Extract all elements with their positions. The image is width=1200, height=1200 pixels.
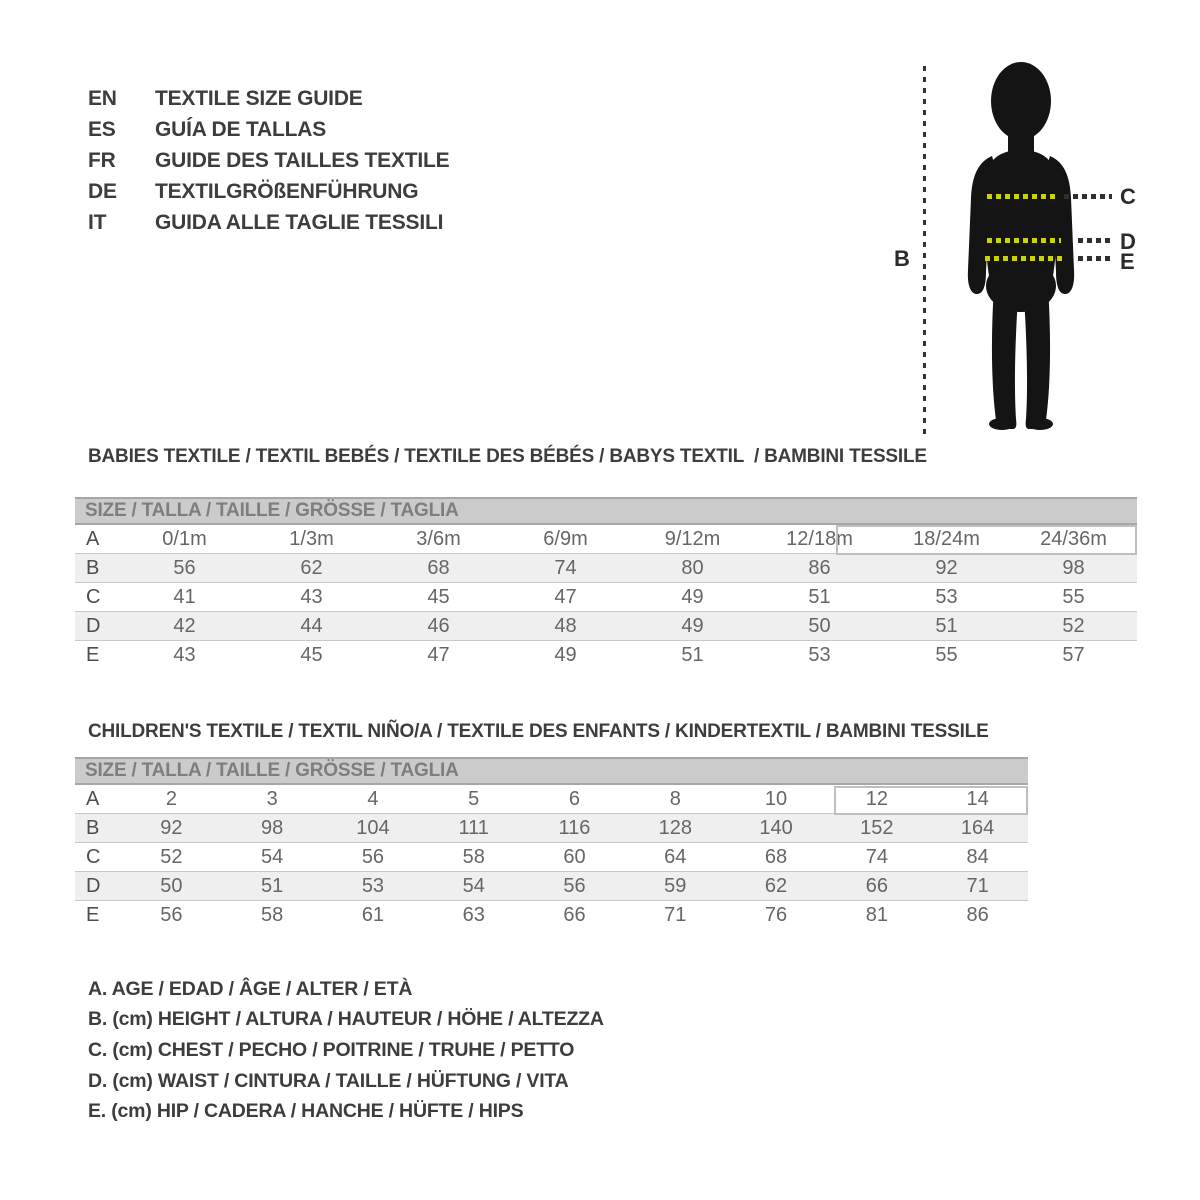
children-highlight-box <box>834 786 1028 815</box>
table-cell: 111 <box>458 816 489 839</box>
row-label: D <box>86 614 101 637</box>
table-row <box>75 553 1137 582</box>
language-row-it <box>88 207 449 238</box>
table-cell: 58 <box>261 903 284 926</box>
table-row <box>75 871 1028 900</box>
table-cell: 56 <box>361 845 385 868</box>
row-label: A <box>86 527 100 550</box>
language-title: TEXTILGRÖßENFÜHRUNG <box>155 179 419 203</box>
table-cell: 54 <box>261 845 284 868</box>
table-cell: 164 <box>960 816 995 839</box>
table-cell: 55 <box>1062 585 1085 608</box>
table-cell: 47 <box>427 643 450 666</box>
table-cell: 51 <box>681 643 704 666</box>
table-cell: 51 <box>808 585 831 608</box>
language-code: FR <box>88 148 116 172</box>
table-row <box>75 900 1028 929</box>
table-cell: 76 <box>764 903 788 926</box>
row-label: C <box>86 845 101 868</box>
table-cell: 92 <box>935 556 958 579</box>
table-cell: 86 <box>966 903 989 926</box>
table-cell: 74 <box>865 845 888 868</box>
table-cell: 57 <box>1062 643 1085 666</box>
table-cell: 58 <box>462 845 485 868</box>
babies-section-title: BABIES TEXTILE / TEXTIL BEBÉS / TEXTILE DES BÉBÉS / BABYS TEXTIL / BAMBINI TESSILE <box>88 446 927 467</box>
table-cell: 51 <box>261 874 284 897</box>
table-row <box>75 813 1028 842</box>
table-cell: 81 <box>865 903 888 926</box>
table-cell: 0/1m <box>162 527 207 550</box>
table-cell: 4 <box>367 787 379 810</box>
legend-height: B. (cm) HEIGHT / ALTURA / HAUTEUR / HÖHE / ALTEZZA <box>88 1008 604 1031</box>
table-cell: 53 <box>361 874 385 897</box>
table-cell: 18/24m <box>913 527 980 550</box>
legend-age: A. AGE / EDAD / ÂGE / ALTER / ETÀ <box>88 977 413 1000</box>
table-cell: 24/36m <box>1040 527 1107 550</box>
waist-label: D <box>1120 229 1136 254</box>
babies-size-header: SIZE / TALLA / TAILLE / GRÖSSE / TAGLIA <box>75 497 1137 525</box>
table-row <box>75 582 1137 611</box>
table-cell: 52 <box>1062 614 1085 637</box>
babies-size-table <box>75 497 1137 669</box>
language-title: GUÍA DE TALLAS <box>155 117 327 141</box>
children-size-table <box>75 757 1028 929</box>
row-label: E <box>86 903 100 926</box>
legend-hip: E. (cm) HIP / CADERA / HANCHE / HÜFTE / HIPS <box>88 1100 524 1123</box>
table-cell: 8 <box>669 787 681 810</box>
table-cell: 9/12m <box>664 527 721 550</box>
table-cell: 61 <box>361 903 385 926</box>
table-cell: 55 <box>935 643 958 666</box>
table-cell: 86 <box>808 556 831 579</box>
table-cell: 12/18m <box>786 527 853 550</box>
table-cell: 1/3m <box>289 527 334 550</box>
table-cell: 53 <box>935 585 958 608</box>
table-cell: 62 <box>764 874 788 897</box>
waist-measure-line <box>987 238 1061 243</box>
table-cell: 51 <box>935 614 958 637</box>
table-cell: 12 <box>865 787 888 810</box>
table-cell: 3 <box>266 787 278 810</box>
table-cell: 45 <box>427 585 450 608</box>
hip-leader-line <box>1078 256 1114 261</box>
table-cell: 68 <box>764 845 788 868</box>
table-cell: 49 <box>681 614 704 637</box>
table-cell: 68 <box>427 556 450 579</box>
table-cell: 66 <box>865 874 888 897</box>
table-cell: 53 <box>808 643 831 666</box>
chest-leader-line <box>1064 194 1112 199</box>
table-cell: 43 <box>173 643 196 666</box>
language-code: DE <box>88 179 117 203</box>
chest-measure-line <box>987 194 1057 199</box>
language-row-de <box>88 176 449 207</box>
row-label: A <box>86 787 100 810</box>
language-row-en <box>88 83 449 114</box>
table-cell: 98 <box>1062 556 1085 579</box>
child-silhouette-icon <box>958 58 1088 433</box>
table-cell: 48 <box>554 614 577 637</box>
table-cell: 47 <box>554 585 577 608</box>
height-dotted-line <box>923 66 926 438</box>
table-cell: 116 <box>558 816 591 839</box>
table-cell: 46 <box>427 614 450 637</box>
table-cell: 140 <box>759 816 793 839</box>
table-cell: 66 <box>563 903 586 926</box>
table-cell: 50 <box>160 874 183 897</box>
table-cell: 52 <box>160 845 183 868</box>
row-label: B <box>86 556 100 579</box>
table-cell: 152 <box>860 816 894 839</box>
table-cell: 54 <box>462 874 485 897</box>
table-cell: 71 <box>966 874 989 897</box>
table-cell: 92 <box>160 816 183 839</box>
measurement-legend <box>88 974 604 1127</box>
children-section-title: CHILDREN'S TEXTILE / TEXTIL NIÑO/A / TEXTILE DES ENFANTS / KINDERTEXTIL / BAMBINI TESSILE <box>88 721 989 742</box>
legend-waist: D. (cm) WAIST / CINTURA / TAILLE / HÜFTUNG / VITA <box>88 1069 569 1092</box>
table-cell: 62 <box>300 556 323 579</box>
table-cell: 42 <box>173 614 196 637</box>
babies-highlight-box <box>836 525 1137 555</box>
table-cell: 56 <box>160 903 183 926</box>
table-cell: 6/9m <box>543 527 588 550</box>
language-title: GUIDE DES TAILLES TEXTILE <box>155 148 450 172</box>
table-cell: 60 <box>563 845 586 868</box>
table-cell: 64 <box>664 845 687 868</box>
table-cell: 49 <box>554 643 577 666</box>
language-code: IT <box>88 210 107 234</box>
table-cell: 84 <box>966 845 989 868</box>
table-cell: 128 <box>658 816 692 839</box>
language-title-list <box>88 83 449 238</box>
children-size-header: SIZE / TALLA / TAILLE / GRÖSSE / TAGLIA <box>75 757 1028 785</box>
table-cell: 43 <box>300 585 323 608</box>
table-cell: 44 <box>300 614 323 637</box>
table-cell: 74 <box>554 556 577 579</box>
hip-label: E <box>1120 249 1135 274</box>
table-cell: 56 <box>173 556 196 579</box>
chest-label: C <box>1120 184 1136 209</box>
table-cell: 14 <box>966 787 989 810</box>
table-cell: 104 <box>356 816 390 839</box>
language-code: EN <box>88 86 117 110</box>
language-code: ES <box>88 117 116 141</box>
table-cell: 45 <box>300 643 323 666</box>
table-cell: 71 <box>664 903 687 926</box>
legend-chest: C. (cm) CHEST / PECHO / POITRINE / TRUHE / PETTO <box>88 1038 575 1061</box>
table-cell: 3/6m <box>416 527 461 550</box>
language-title: TEXTILE SIZE GUIDE <box>155 86 363 110</box>
language-row-fr <box>88 145 449 176</box>
row-label: D <box>86 874 101 897</box>
row-label: B <box>86 816 100 839</box>
waist-leader-line <box>1078 238 1114 243</box>
hip-measure-line <box>985 256 1063 261</box>
table-cell: 2 <box>165 787 177 810</box>
table-cell: 6 <box>568 787 581 810</box>
row-label: C <box>86 585 101 608</box>
language-row-es <box>88 114 449 145</box>
table-cell: 80 <box>681 556 704 579</box>
table-row <box>75 611 1137 640</box>
table-cell: 41 <box>173 585 196 608</box>
height-label: B <box>894 246 910 271</box>
table-cell: 59 <box>664 874 687 897</box>
table-row <box>75 640 1137 669</box>
table-cell: 63 <box>462 903 485 926</box>
table-cell: 50 <box>808 614 831 637</box>
table-cell: 49 <box>681 585 704 608</box>
table-cell: 56 <box>563 874 586 897</box>
language-title: GUIDA ALLE TAGLIE TESSILI <box>155 210 444 234</box>
table-cell: 98 <box>261 816 284 839</box>
table-cell: 10 <box>764 787 788 810</box>
table-row <box>75 842 1028 871</box>
table-cell: 5 <box>468 787 480 810</box>
row-label: E <box>86 643 100 666</box>
